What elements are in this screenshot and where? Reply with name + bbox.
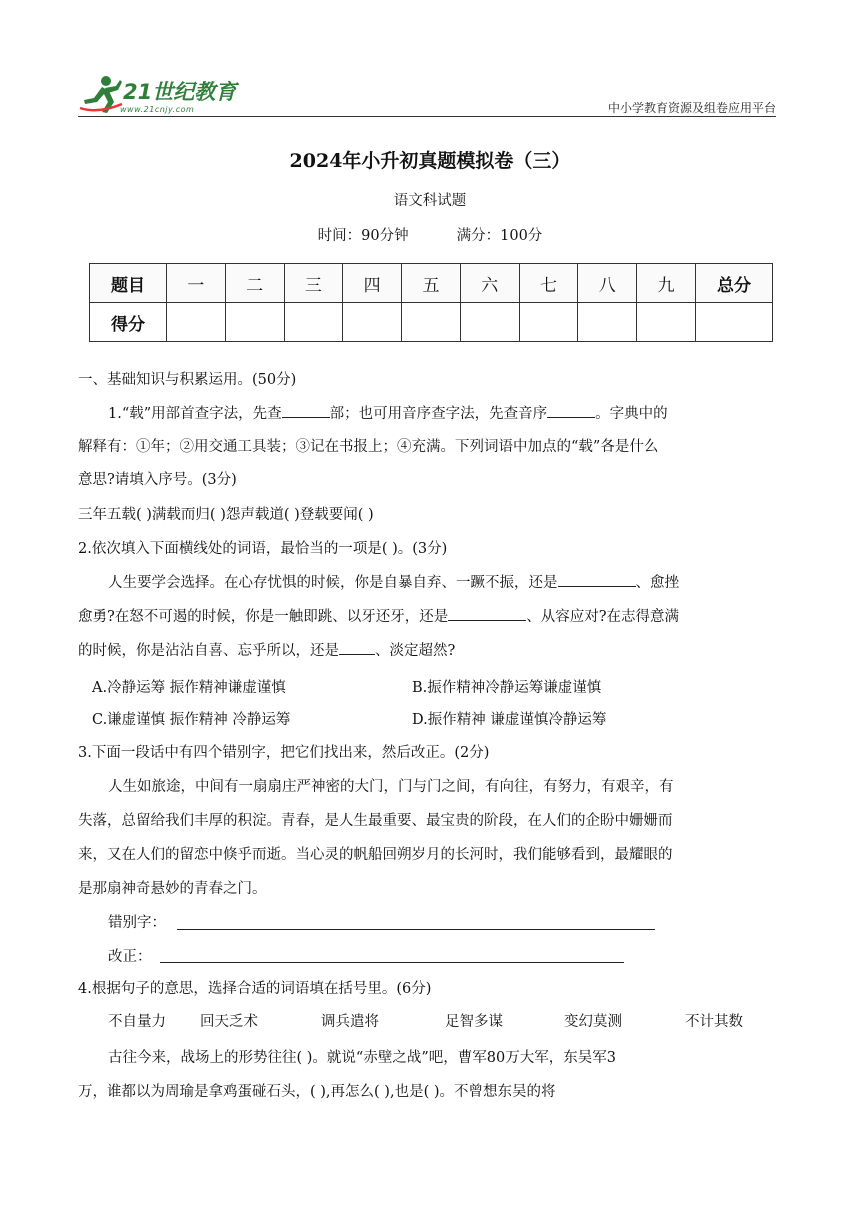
exam-title: 2024年小升初真题模拟卷（三） [289,150,571,172]
question-1-line: 意思?请填入序号。(3分) [78,472,237,488]
score-cell[interactable] [284,303,343,342]
score-header-cell: 三 [284,264,343,303]
question-3-passage: 是那扇神奇悬妙的青春之门。 [78,881,267,897]
time-label: 时间：90分钟 [317,228,409,244]
logo [78,74,248,116]
score-row-label: 得分 [90,303,167,342]
score-header-cell: 题目 [90,264,167,303]
score-table-header-row [90,264,773,303]
score-cell[interactable] [696,303,773,342]
word-bank-item: 足智多谋 [445,1014,503,1030]
logo-url: www.21cnjy.com [120,105,195,114]
option-b[interactable]: B.振作精神冷静运筹谦虚谨慎 [412,680,602,696]
question-1-answers: 三年五载( )满载而归( )怨声载道( )登载要闻( ) [78,507,374,523]
question-1-line: 解释有：①年；②用交通工具装；③记在书报上；④充满。下列词语中加点的“载”各是什么 [78,439,659,455]
score-header-cell: 一 [167,264,226,303]
word-bank-item: 调兵遣将 [321,1014,379,1030]
question-3-stem: 3.下面一段话中有四个错别字，把它们找出来，然后改正。(2分) [78,745,490,761]
question-3-passage: 失落，总留给我们丰厚的积淀。青春，是人生最重要、最宝贵的阶段，在人们的企盼中姗姗而 [78,813,673,829]
word-bank-item: 变幻莫测 [564,1014,622,1030]
wrong-chars-answer-line[interactable] [177,929,655,930]
word-bank-item: 不计其数 [685,1014,743,1030]
wrong-chars-label: 错别字： [108,915,166,931]
score-cell[interactable] [167,303,226,342]
question-1-line: 1.“载”用部首查字法，先查 部；也可用音序查字法，先查音序 。字典中的 [78,398,814,431]
score-table-score-row [90,303,773,342]
score-header-cell: 六 [460,264,519,303]
score-cell[interactable] [343,303,402,342]
header-divider [78,116,776,117]
score-cell[interactable] [637,303,696,342]
score-cell[interactable] [225,303,284,342]
score-header-cell: 七 [519,264,578,303]
score-header-cell: 四 [343,264,402,303]
exam-info [0,224,860,245]
question-4-stem: 4.根据句子的意思，选择合适的词语填在括号里。(6分) [78,981,432,997]
full-score-label: 满分：100分 [456,228,543,244]
platform-name: 中小学教育资源及组卷应用平台 [607,101,776,115]
question-3-passage: 人生如旅途，中间有一扇扇庄严神密的大门，门与门之间，有向往，有努力，有艰辛，有 [108,779,674,795]
score-cell[interactable] [578,303,637,342]
score-cell[interactable] [519,303,578,342]
option-c[interactable]: C.谦虚谨慎 振作精神 冷静运筹 [92,712,291,728]
option-a[interactable]: A.冷静运筹 振作精神谦虚谨慎 [92,680,286,696]
correction-answer-line[interactable] [160,962,624,963]
section-heading: 一、基础知识与积累运用。(50分) [78,372,297,388]
word-bank-item: 回天乏术 [200,1014,258,1030]
score-table [89,263,773,342]
score-header-cell: 九 [637,264,696,303]
score-cell[interactable] [402,303,461,342]
score-header-cell: 二 [225,264,284,303]
word-bank-item: 不自量力 [108,1014,166,1030]
score-header-cell: 八 [578,264,637,303]
score-header-cell: 总分 [696,264,773,303]
question-2-passage: 的时候，你是沾沾自喜、忘乎所以，还是 、淡定超然? [78,635,784,668]
score-header-cell: 五 [402,264,461,303]
option-d[interactable]: D.振作精神 谦虚谨慎冷静运筹 [412,712,607,728]
correction-label: 改正： [108,949,152,965]
question-4-passage: 万，谁都以为周瑜是拿鸡蛋碰石头，( ),再怎么( ),也是( )。不曾想东吴的将 [78,1084,556,1100]
page-header [78,66,776,118]
logo-text: 21世纪教育 [123,80,237,104]
question-2-passage: 人生要学会选择。在心存忧惧的时候，你是自暴自弃、一蹶不振，还是 、愈挫 [78,567,814,600]
question-4-passage: 古往今来，战场上的形势往往( )。就说“赤壁之战”吧，曹军80万大军，东吴军3 [108,1050,616,1066]
score-cell[interactable] [460,303,519,342]
exam-subtitle: 语文科试题 [393,193,467,209]
question-2-stem: 2.依次填入下面横线处的词语，最恰当的一项是( )。(3分) [78,541,448,557]
question-3-passage: 来，又在人们的留恋中倏乎而逝。当心灵的帆船回朔岁月的长河时，我们能够看到，最耀眼的 [78,847,673,863]
runner-icon [78,74,124,114]
question-2-passage: 愈勇?在怒不可遏的时候，你是一触即跳、以牙还牙，还是 、从容应对?在志得意满 [78,601,784,634]
